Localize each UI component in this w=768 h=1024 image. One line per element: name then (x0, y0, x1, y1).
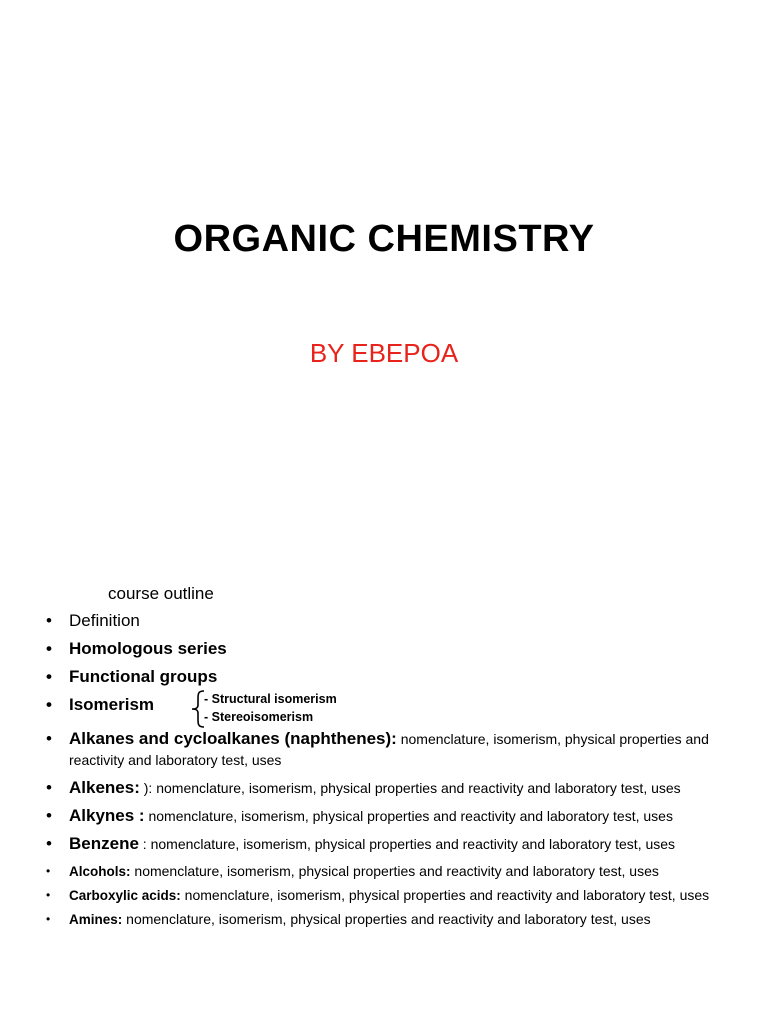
outline-heading: course outline (108, 584, 214, 603)
author-subtitle: BY EBEPOA (309, 338, 459, 368)
item-label: Alkenes: (69, 778, 140, 797)
item-label: Carboxylic acids: (69, 888, 181, 903)
bullet-icon: • (46, 667, 52, 686)
list-item-definition (46, 610, 736, 632)
item-description: nomenclature, isomerism, physical properties and reactivity and laboratory test, uses (122, 911, 651, 927)
item-label: Isomerism (69, 695, 155, 714)
item-label: Functional groups (69, 667, 218, 686)
bullet-icon: • (46, 912, 51, 926)
item-label: Definition (69, 611, 140, 630)
list-item-functional-groups (46, 666, 736, 688)
list-item-carboxylic-acids (46, 885, 736, 906)
item-label: Alcohols: (69, 864, 131, 879)
item-description: nomenclature, isomerism, physical properties and reactivity and laboratory test, uses (69, 731, 709, 768)
item-description: : nomenclature, isomerism, physical properties and reactivity and laboratory test, uses (138, 836, 676, 852)
bullet-icon: • (46, 834, 52, 853)
item-description: nomenclature, isomerism, physical properties and reactivity and laboratory test, uses (144, 808, 673, 824)
page-title: ORGANIC CHEMISTRY (173, 218, 595, 260)
item-label: Homologous series (69, 639, 227, 658)
item-description: nomenclature, isomerism, physical properties and reactivity and laboratory test, uses (130, 863, 659, 879)
item-label: Alkynes : (69, 806, 145, 825)
sub-item-stereoisomerism: - Stereoisomerism (204, 710, 314, 724)
list-item-isomerism (46, 694, 736, 722)
item-description: nomenclature, isomerism, physical properties and reactivity and laboratory test, uses (180, 887, 710, 903)
sub-item-structural-isomerism: - Structural isomerism (204, 692, 337, 706)
list-item-benzene (46, 833, 736, 855)
bullet-icon: • (46, 778, 52, 797)
bullet-icon: • (46, 695, 52, 714)
list-item-alkenes (46, 777, 736, 799)
list-item-alkanes (46, 728, 736, 771)
bullet-icon: • (46, 611, 52, 630)
item-description: ): nomenclature, isomerism, physical properties and reactivity and laboratory test, uses (139, 780, 681, 796)
course-outline-list (46, 610, 736, 933)
bullet-icon: • (46, 729, 52, 748)
list-item-alcohols (46, 861, 736, 882)
list-item-amines (46, 909, 736, 930)
item-label: Alkanes and cycloalkanes (naphthenes): (69, 729, 397, 748)
list-item-homologous-series (46, 638, 736, 660)
bullet-icon: • (46, 888, 51, 902)
bullet-icon: • (46, 806, 52, 825)
item-label: Amines: (69, 912, 123, 927)
bullet-icon: • (46, 864, 51, 878)
list-item-alkynes (46, 805, 736, 827)
isomerism-sub-list (204, 690, 337, 726)
bullet-icon: • (46, 639, 52, 658)
item-label: Benzene (69, 834, 139, 853)
